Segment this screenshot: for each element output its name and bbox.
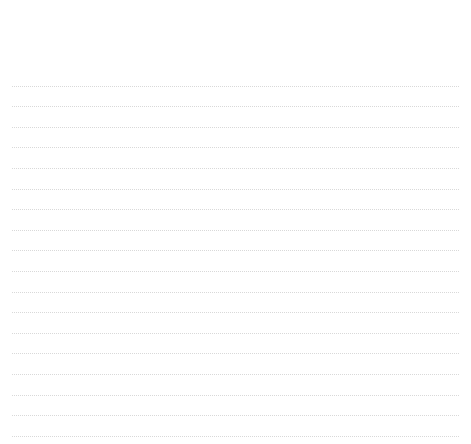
body-line-guide: [12, 190, 459, 211]
body-line-guide: [12, 251, 459, 272]
body-line-guide: [12, 107, 459, 128]
body-line-guide: [12, 169, 459, 190]
body-line-guide: [12, 210, 459, 231]
body-line-guide: [12, 375, 459, 396]
body-line-guide: [12, 148, 459, 169]
body-line-guide: [12, 66, 459, 87]
body-line-guide: [12, 231, 459, 252]
body-line-guide: [12, 396, 459, 417]
body-line-guides: [12, 66, 459, 437]
body-line-guide: [12, 334, 459, 355]
body-line-guide: [12, 87, 459, 108]
body-line-guide: [12, 293, 459, 314]
article-headline: [16, 8, 459, 52]
body-line-guide: [12, 354, 459, 375]
body-line-guide: [12, 313, 459, 334]
body-line-guide: [12, 416, 459, 437]
body-line-guide: [12, 272, 459, 293]
article-body-block: [12, 66, 459, 438]
body-line-guide: [12, 128, 459, 149]
